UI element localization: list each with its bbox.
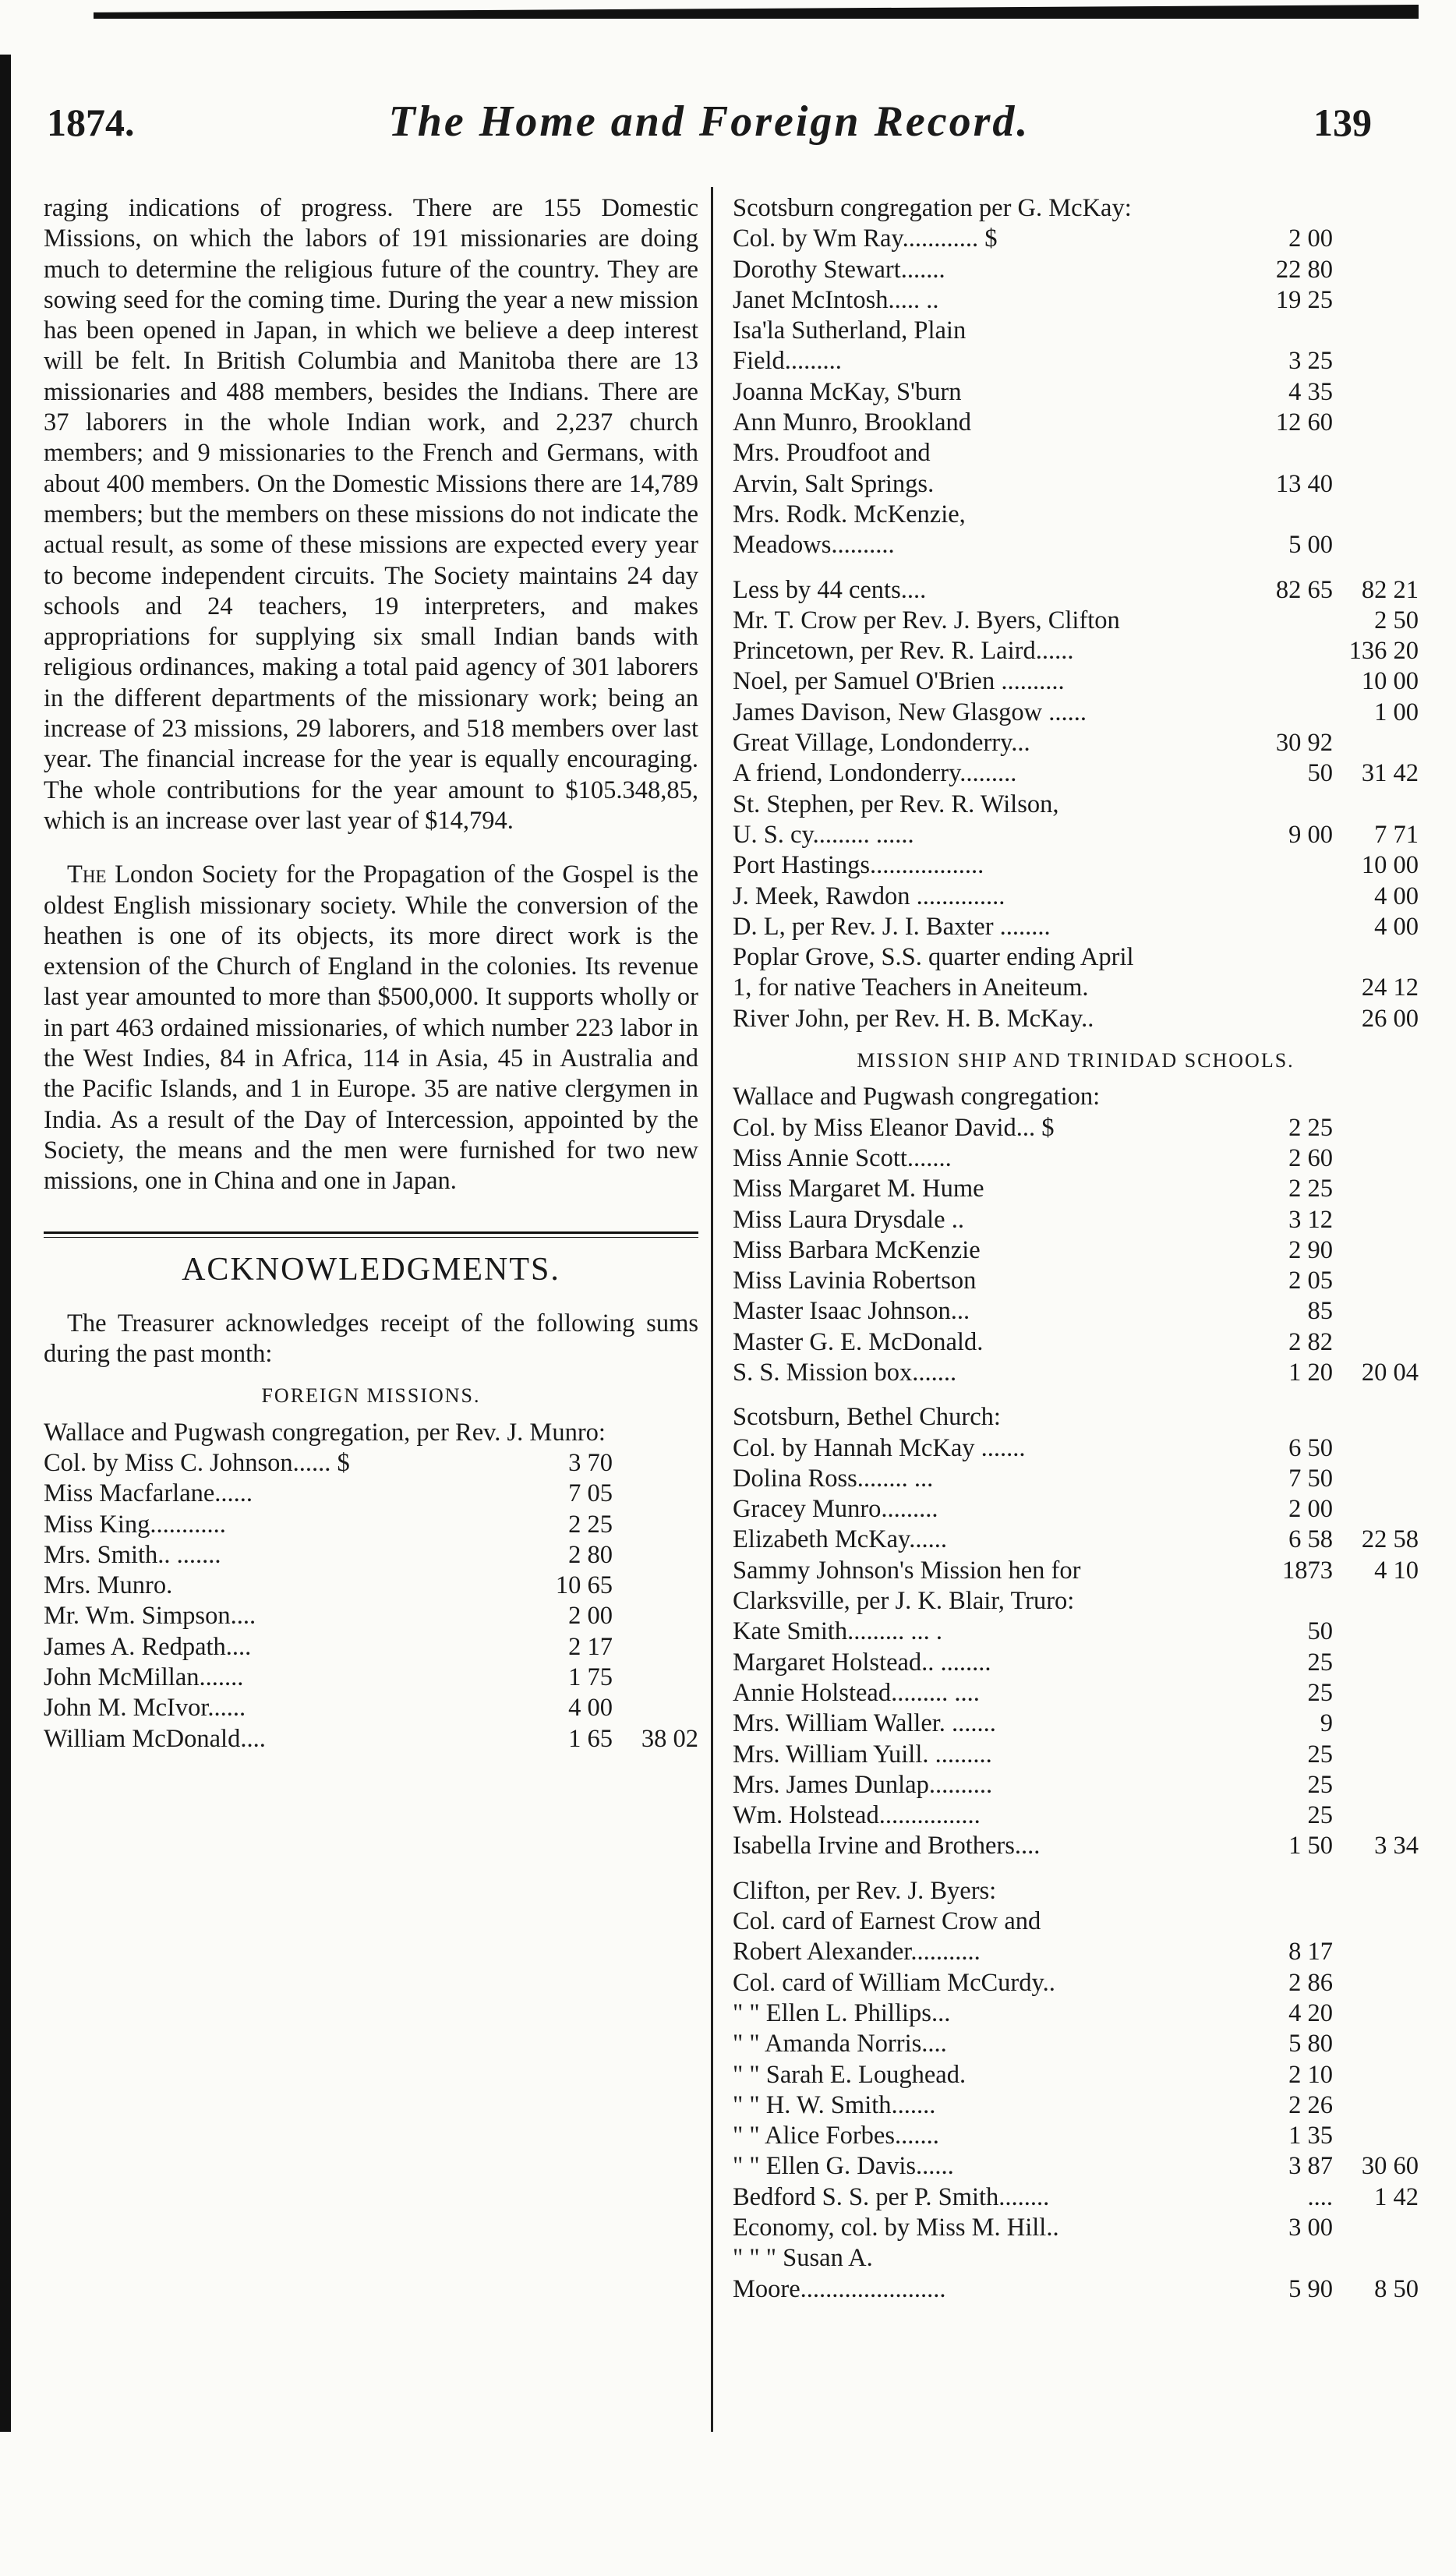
ledger-entry-name: Kate Smith......... ... .	[733, 1617, 943, 1646]
ledger-amount: 22 80	[1275, 255, 1333, 284]
ledger-total: 38 02	[641, 1724, 698, 1753]
ledger-amount: 8 17	[1288, 1938, 1333, 1966]
ledger-entry-name: Dolina Ross........ ...	[733, 1464, 934, 1493]
ledger-row	[733, 575, 1419, 606]
ledger-entry-name: 1, for native Teachers in Aneiteum.	[733, 974, 1089, 1002]
ledger-amount: 10 65	[555, 1571, 613, 1600]
ledger-entry-name: James Davison, New Glasgow ......	[733, 698, 1087, 726]
ledger-row	[733, 255, 1419, 285]
ledger-row	[733, 790, 1419, 820]
ledger-row	[733, 2213, 1419, 2243]
ledger-row	[733, 2182, 1419, 2213]
ledger-row	[733, 728, 1419, 758]
ledger-row	[733, 1464, 1419, 1494]
mission-ship-heading: MISSION SHIP AND TRINIDAD SCHOOLS.	[857, 1049, 1295, 1072]
ledger-total: 22 58	[1361, 1525, 1419, 1554]
ledger-row	[733, 1678, 1419, 1708]
ledger-entry-name: Col. card of Earnest Crow and	[733, 1907, 1041, 1936]
ledger-row	[733, 530, 1419, 560]
top-border-rule	[94, 5, 1419, 19]
ledger-row	[733, 346, 1419, 376]
ledger-row	[733, 2060, 1419, 2090]
ledger-amount: 50	[1307, 1617, 1333, 1646]
ledger-row	[733, 1266, 1419, 1296]
ledger-entry-name: Annie Holstead......... ....	[733, 1678, 980, 1707]
ledger-total: 7 71	[1374, 820, 1419, 849]
wallace-contributions-list	[44, 1448, 698, 1754]
ledger-amount: 5 00	[1288, 531, 1333, 560]
ledger-total: 4 10	[1374, 1556, 1419, 1585]
ledger-entry-name: " " H. W. Smith.......	[733, 2090, 936, 2119]
paragraph-london-society	[44, 860, 698, 1196]
ledger-entry-name: Col. card of William McCurdy..	[733, 1968, 1055, 1997]
ledger-amount: 25	[1307, 1770, 1333, 1799]
ledger-entry-name: " " " Susan A.	[733, 2244, 873, 2273]
ledger-entry-name: Isabella Irvine and Brothers....	[733, 1832, 1041, 1860]
ledger-amount: 1 65	[568, 1724, 613, 1753]
ledger-entry-name: Ann Munro, Brookland	[733, 408, 972, 437]
ledger-amount: 5 80	[1288, 2030, 1333, 2058]
ledger-row	[733, 1235, 1419, 1266]
ledger-amount: 9	[1320, 1709, 1333, 1738]
ledger-amount: 1 50	[1288, 1832, 1333, 1860]
ledger-entry-name: Robert Alexander...........	[733, 1938, 981, 1966]
ledger-row	[733, 942, 1419, 973]
ledger-entry-name: Miss King............	[44, 1510, 226, 1539]
ledger-entry-name: J. Meek, Rawdon ..............	[733, 882, 1005, 910]
ledger-row	[733, 377, 1419, 408]
header-year: 1874.	[47, 101, 135, 144]
ledger-amount: 1 20	[1288, 1358, 1333, 1387]
ledger-amount: 30 92	[1275, 729, 1333, 758]
ledger-row	[733, 1740, 1419, 1770]
ledger-entry-name: Miss Annie Scott.......	[733, 1143, 952, 1172]
ledger-entry-name: Mr. T. Crow per Rev. J. Byers, Clifton	[733, 606, 1120, 634]
ledger-entry-name: Mr. Wm. Simpson....	[44, 1602, 256, 1631]
page-number: 139	[1313, 101, 1372, 144]
ledger-row	[733, 1296, 1419, 1327]
acknowledgments-intro: The Treasurer acknowledges receipt of the following sums during the past month:	[44, 1309, 698, 1369]
ledger-total: 10 00	[1361, 667, 1419, 696]
ledger-row	[733, 1831, 1419, 1861]
ledger-amount: 2 00	[1288, 224, 1333, 253]
ledger-row	[733, 316, 1419, 346]
ledger-entry-name: Wm. Holstead................	[733, 1801, 981, 1830]
ledger-row	[733, 285, 1419, 316]
ledger-row	[733, 1143, 1419, 1174]
bethel-church-contributions-list	[733, 1433, 1419, 1862]
wallace-pugwash-intro: Wallace and Pugwash congregation:	[733, 1083, 1101, 1111]
ledger-row	[44, 1724, 698, 1754]
ledger-amount: 7 50	[1288, 1464, 1333, 1493]
ledger-entry-name: Poplar Grove, S.S. quarter ending April	[733, 943, 1134, 972]
page-header	[47, 92, 1372, 154]
ledger-total: 4 00	[1374, 882, 1419, 910]
ledger-entry-name: Miss Macfarlane......	[44, 1479, 253, 1508]
ledger-amount: 19 25	[1275, 285, 1333, 314]
ledger-amount: 12 60	[1275, 408, 1333, 437]
ledger-row	[733, 2029, 1419, 2059]
ledger-row	[733, 666, 1419, 697]
ledger-amount: 2 17	[568, 1632, 613, 1661]
ledger-row	[733, 1998, 1419, 2029]
ledger-amount: 2 05	[1288, 1267, 1333, 1295]
misc-contributions-list	[733, 575, 1419, 1034]
ledger-row	[733, 912, 1419, 942]
ledger-entry-name: Great Village, Londonderry...	[733, 729, 1030, 758]
ledger-total: 8 50	[1374, 2274, 1419, 2303]
ledger-entry-name: John M. McIvor......	[44, 1694, 246, 1723]
ledger-amount: 2 60	[1288, 1143, 1333, 1172]
ledger-amount: 50	[1307, 759, 1333, 788]
ledger-entry-name: Mrs. William Yuill. .........	[733, 1740, 992, 1769]
ledger-amount: 4 20	[1288, 1998, 1333, 2027]
ledger-row	[733, 636, 1419, 666]
ledger-amount: 25	[1307, 1678, 1333, 1707]
ledger-total: 1 00	[1374, 698, 1419, 726]
ledger-row	[733, 408, 1419, 438]
scotsburn-congregation-intro: Scotsburn congregation per G. McKay:	[733, 194, 1132, 222]
ledger-row	[733, 758, 1419, 789]
section-double-rule	[44, 1231, 698, 1238]
ledger-entry-name: Mrs. William Waller. .......	[733, 1709, 996, 1738]
ledger-entry-name: Bedford S. S. per P. Smith........	[733, 2182, 1050, 2211]
ledger-amount: 3 12	[1288, 1205, 1333, 1234]
ledger-entry-name: Gracey Munro.........	[733, 1495, 938, 1524]
ledger-entry-name: A friend, Londonderry.........	[733, 759, 1017, 788]
ledger-amount: 3 87	[1288, 2152, 1333, 2181]
ledger-amount: 25	[1307, 1740, 1333, 1769]
ledger-entry-name: River John, per Rev. H. B. McKay..	[733, 1004, 1094, 1033]
ledger-entry-name: D. L, per Rev. J. I. Baxter ........	[733, 912, 1051, 941]
ledger-row	[44, 1540, 698, 1571]
ledger-amount: 2 10	[1288, 2060, 1333, 2089]
ledger-amount: 7 05	[568, 1479, 613, 1508]
ledger-row	[733, 1648, 1419, 1678]
ledger-row	[733, 438, 1419, 468]
ledger-row	[44, 1571, 698, 1601]
ledger-entry-name: Princetown, per Rev. R. Laird......	[733, 637, 1074, 666]
ledger-entry-name: Col. by Miss Eleanor David... $	[733, 1113, 1055, 1142]
ledger-row	[733, 2121, 1419, 2151]
ledger-row	[733, 1525, 1419, 1555]
ledger-amount: 3 00	[1288, 2214, 1333, 2242]
ledger-amount: 2 00	[1288, 1495, 1333, 1524]
ledger-row	[44, 1479, 698, 1509]
ledger-row	[733, 1800, 1419, 1831]
ledger-row	[44, 1601, 698, 1631]
ledger-row	[733, 1937, 1419, 1967]
ledger-entry-name: Clarksville, per J. K. Blair, Truro:	[733, 1587, 1075, 1616]
ledger-row	[733, 973, 1419, 1003]
ledger-entry-name: Miss Lavinia Robertson	[733, 1267, 977, 1295]
ledger-row	[733, 1906, 1419, 1937]
ledger-total: 20 04	[1361, 1358, 1419, 1387]
ledger-entry-name: Elizabeth McKay......	[733, 1525, 947, 1554]
ledger-amount: 2 90	[1288, 1235, 1333, 1264]
ledger-amount: ....	[1307, 2182, 1333, 2211]
ledger-entry-name: Field.........	[733, 347, 842, 376]
scotsburn-contributions-list	[733, 224, 1419, 560]
ledger-entry-name: Master G. E. McDonald.	[733, 1327, 984, 1356]
ledger-row	[733, 606, 1419, 636]
ledger-entry-name: Col. by Miss C. Johnson...... $	[44, 1448, 350, 1477]
ledger-entry-name: Isa'la Sutherland, Plain	[733, 316, 967, 345]
ledger-entry-name: Master Isaac Johnson...	[733, 1297, 970, 1326]
ledger-entry-name: Mrs. Proudfoot and	[733, 439, 931, 468]
ledger-total: 3 34	[1374, 1832, 1419, 1860]
ledger-amount: 85	[1307, 1297, 1333, 1326]
bethel-church-intro: Scotsburn, Bethel Church:	[733, 1403, 1001, 1432]
left-binding-edge	[0, 55, 11, 2432]
ledger-entry-name: Joanna McKay, S'burn	[733, 377, 962, 406]
ledger-entry-name: Mrs. Munro.	[44, 1571, 173, 1600]
ledger-row	[733, 820, 1419, 850]
ledger-amount: 4 00	[568, 1694, 613, 1723]
ledger-row	[733, 1004, 1419, 1034]
ledger-amount: 6 58	[1288, 1525, 1333, 1554]
ledger-total: 136 20	[1348, 637, 1419, 666]
ledger-row	[733, 2151, 1419, 2182]
ledger-total: 26 00	[1361, 1004, 1419, 1033]
ledger-row	[733, 850, 1419, 881]
ledger-amount: 2 00	[568, 1602, 613, 1631]
ledger-total: 2 50	[1374, 606, 1419, 634]
ledger-row	[733, 698, 1419, 728]
ledger-entry-name: Meadows..........	[733, 531, 895, 560]
paragraph-lead-word: The	[67, 860, 107, 889]
clifton-intro: Clifton, per Rev. J. Byers:	[733, 1876, 997, 1905]
ledger-entry-name: " " Ellen G. Davis......	[733, 2152, 954, 2181]
ledger-entry-name: " " Sarah E. Loughead.	[733, 2060, 967, 2089]
header-title: The Home and Foreign Record.	[388, 97, 1030, 146]
acknowledgments-heading: ACKNOWLEDGMENTS.	[182, 1251, 560, 1288]
ledger-entry-name: James A. Redpath....	[44, 1632, 252, 1661]
ledger-amount: 2 25	[568, 1510, 613, 1539]
ledger-row	[733, 500, 1419, 530]
ledger-total: 4 00	[1374, 912, 1419, 941]
left-column	[44, 193, 698, 1754]
ledger-total: 31 42	[1361, 759, 1419, 788]
ledger-row	[44, 1663, 698, 1693]
ledger-row	[733, 1327, 1419, 1358]
ledger-entry-name: John McMillan.......	[44, 1663, 244, 1692]
ledger-total: 30 60	[1361, 2152, 1419, 2181]
ledger-amount: 3 25	[1288, 347, 1333, 376]
ledger-amount: 2 26	[1288, 2090, 1333, 2119]
ledger-entry-name: St. Stephen, per Rev. R. Wilson,	[733, 790, 1059, 818]
ledger-entry-name: Port Hastings..................	[733, 851, 984, 880]
clifton-contributions-list	[733, 1906, 1419, 2305]
ledger-entry-name: Mrs. James Dunlap..........	[733, 1770, 993, 1799]
ledger-entry-name: Janet McIntosh..... ..	[733, 285, 939, 314]
ledger-row	[733, 1494, 1419, 1525]
ledger-amount: 2 86	[1288, 1968, 1333, 1997]
ledger-row	[733, 1358, 1419, 1388]
ledger-row	[733, 2090, 1419, 2121]
ledger-row	[733, 1113, 1419, 1143]
ledger-entry-name: Miss Margaret M. Hume	[733, 1175, 984, 1203]
ledger-entry-name: Economy, col. by Miss M. Hill..	[733, 2214, 1059, 2242]
ledger-row	[733, 1770, 1419, 1800]
ledger-amount: 1873	[1282, 1556, 1333, 1585]
ledger-amount: 2 82	[1288, 1327, 1333, 1356]
ledger-entry-name: S. S. Mission box.......	[733, 1358, 957, 1387]
ledger-entry-name: Sammy Johnson's Mission hen for	[733, 1556, 1081, 1585]
ledger-entry-name: U. S. cy......... ......	[733, 820, 914, 849]
ledger-row	[733, 469, 1419, 500]
ledger-amount: 2 25	[1288, 1113, 1333, 1142]
ledger-row	[44, 1632, 698, 1663]
ledger-amount: 3 70	[568, 1448, 613, 1477]
ledger-entry-name: Mrs. Rodk. McKenzie,	[733, 500, 966, 528]
ledger-amount: 13 40	[1275, 469, 1333, 498]
ledger-amount: 6 50	[1288, 1433, 1333, 1462]
ledger-entry-name: Noel, per Samuel O'Brien ..........	[733, 667, 1065, 696]
ledger-row	[733, 1968, 1419, 1998]
ledger-amount: 1 75	[568, 1663, 613, 1692]
ledger-row	[44, 1448, 698, 1479]
ledger-row	[44, 1510, 698, 1540]
ledger-entry-name: Arvin, Salt Springs.	[733, 469, 935, 498]
ledger-total: 82 21	[1361, 575, 1419, 604]
ledger-entry-name: William McDonald....	[44, 1724, 266, 1753]
ledger-row	[733, 882, 1419, 912]
ledger-row	[44, 1693, 698, 1723]
ledger-amount: 2 80	[568, 1540, 613, 1569]
ledger-entry-name: Miss Barbara McKenzie	[733, 1235, 981, 1264]
ledger-row	[733, 1617, 1419, 1647]
column-divider	[711, 187, 713, 2432]
ledger-row	[733, 1708, 1419, 1739]
foreign-missions-heading: FOREIGN MISSIONS.	[261, 1384, 481, 1408]
right-column	[733, 193, 1419, 2305]
ledger-amount: 5 90	[1288, 2274, 1333, 2303]
ledger-total: 1 42	[1374, 2182, 1419, 2211]
ledger-entry-name: Col. by Hannah McKay .......	[733, 1433, 1026, 1462]
ledger-total: 10 00	[1361, 851, 1419, 880]
ledger-amount: 1 35	[1288, 2122, 1333, 2150]
ledger-entry-name: Col. by Wm Ray............ $	[733, 224, 998, 253]
ledger-row	[733, 224, 1419, 254]
ledger-entry-name: Moore.......................	[733, 2274, 946, 2303]
ledger-entry-name: " " Ellen L. Phillips...	[733, 1998, 951, 2027]
ledger-row	[733, 1174, 1419, 1204]
ledger-amount: 4 35	[1288, 377, 1333, 406]
wallace-congregation-intro: Wallace and Pugwash congregation, per Rev. J. Munro:	[44, 1418, 606, 1447]
ledger-entry-name: Less by 44 cents....	[733, 575, 927, 604]
ledger-amount: 25	[1307, 1648, 1333, 1677]
ledger-entry-name: Miss Laura Drysdale ..	[733, 1205, 964, 1234]
ledger-entry-name: Dorothy Stewart.......	[733, 255, 945, 284]
ledger-row	[733, 2243, 1419, 2274]
ledger-row	[733, 1556, 1419, 1586]
ledger-amount: 2 25	[1288, 1175, 1333, 1203]
ledger-amount: 25	[1307, 1801, 1333, 1830]
ledger-row	[733, 1586, 1419, 1617]
ledger-entry-name: Mrs. Smith.. .......	[44, 1540, 221, 1569]
ledger-row	[733, 2274, 1419, 2305]
ledger-amount: 9 00	[1288, 820, 1333, 849]
ledger-entry-name: Margaret Holstead.. ........	[733, 1648, 991, 1677]
ledger-row	[733, 1205, 1419, 1235]
paragraph-methodist-missions: raging indications of progress. There are 155 Domestic Missions, on which the labors of 191 missionaries are doing much to determine the religious future of the country. They are sowing seed for the coming time. During the year a new mission has been opened in Japan, in which we believe a deep interest will be felt. In British Columbia and Manitoba there are 13 missionaries and 488 members, besides the Indians. There are 37 laborers in the whole Indian work, and 2,237 church members; and 9 missionaries to the French and Germans, with about 400 members. On the Domestic Missions there are 14,789 members; but the members on these missions do not indicate the actual result, as some of these missions are expected every year to become independent circuits. The Society maintains 24 day schools and 24 teachers, 19 interpreters, and makes appropriations for supplying six small Indian bands with religious ordinances, making a total paid agency of 301 laborers in the different departments of the missionary work; being an increase of 23 missions, 29 laborers, and 518 members over last year. The financial increase for the year is equally encouraging. The whole contributions for the year amount to $105.348,85, which is an increase over last year of $14,794.	[44, 194, 698, 835]
wallace-pugwash-contributions-list	[733, 1113, 1419, 1389]
ledger-entry-name: " " Amanda Norris....	[733, 2030, 947, 2058]
ledger-total: 24 12	[1361, 974, 1419, 1002]
ledger-amount: 82 65	[1275, 575, 1333, 604]
paragraph-london-society-text: London Society for the Propagation of the Gospel is the oldest English missionary society. While the conversion of the heathen is one of its objects, its more direct work is the extension of the Church of England in the colonies. Its revenue last year amounted to more than $500,000. It supports wholly or in part 463 ordained missionaries, of which number 223 labor in the West Indies, 84 in Africa, 114 in Asia, 45 in Australia and the Pacific Islands, and 1 in Europe. 35 are native clergymen in India. As a result of the Day of Intercession, appointed by the Society, the means and the men were furnished for two new missions, one in China and one in Japan.	[44, 860, 699, 1196]
ledger-entry-name: " " Alice Forbes.......	[733, 2122, 939, 2150]
ledger-row	[733, 1433, 1419, 1464]
